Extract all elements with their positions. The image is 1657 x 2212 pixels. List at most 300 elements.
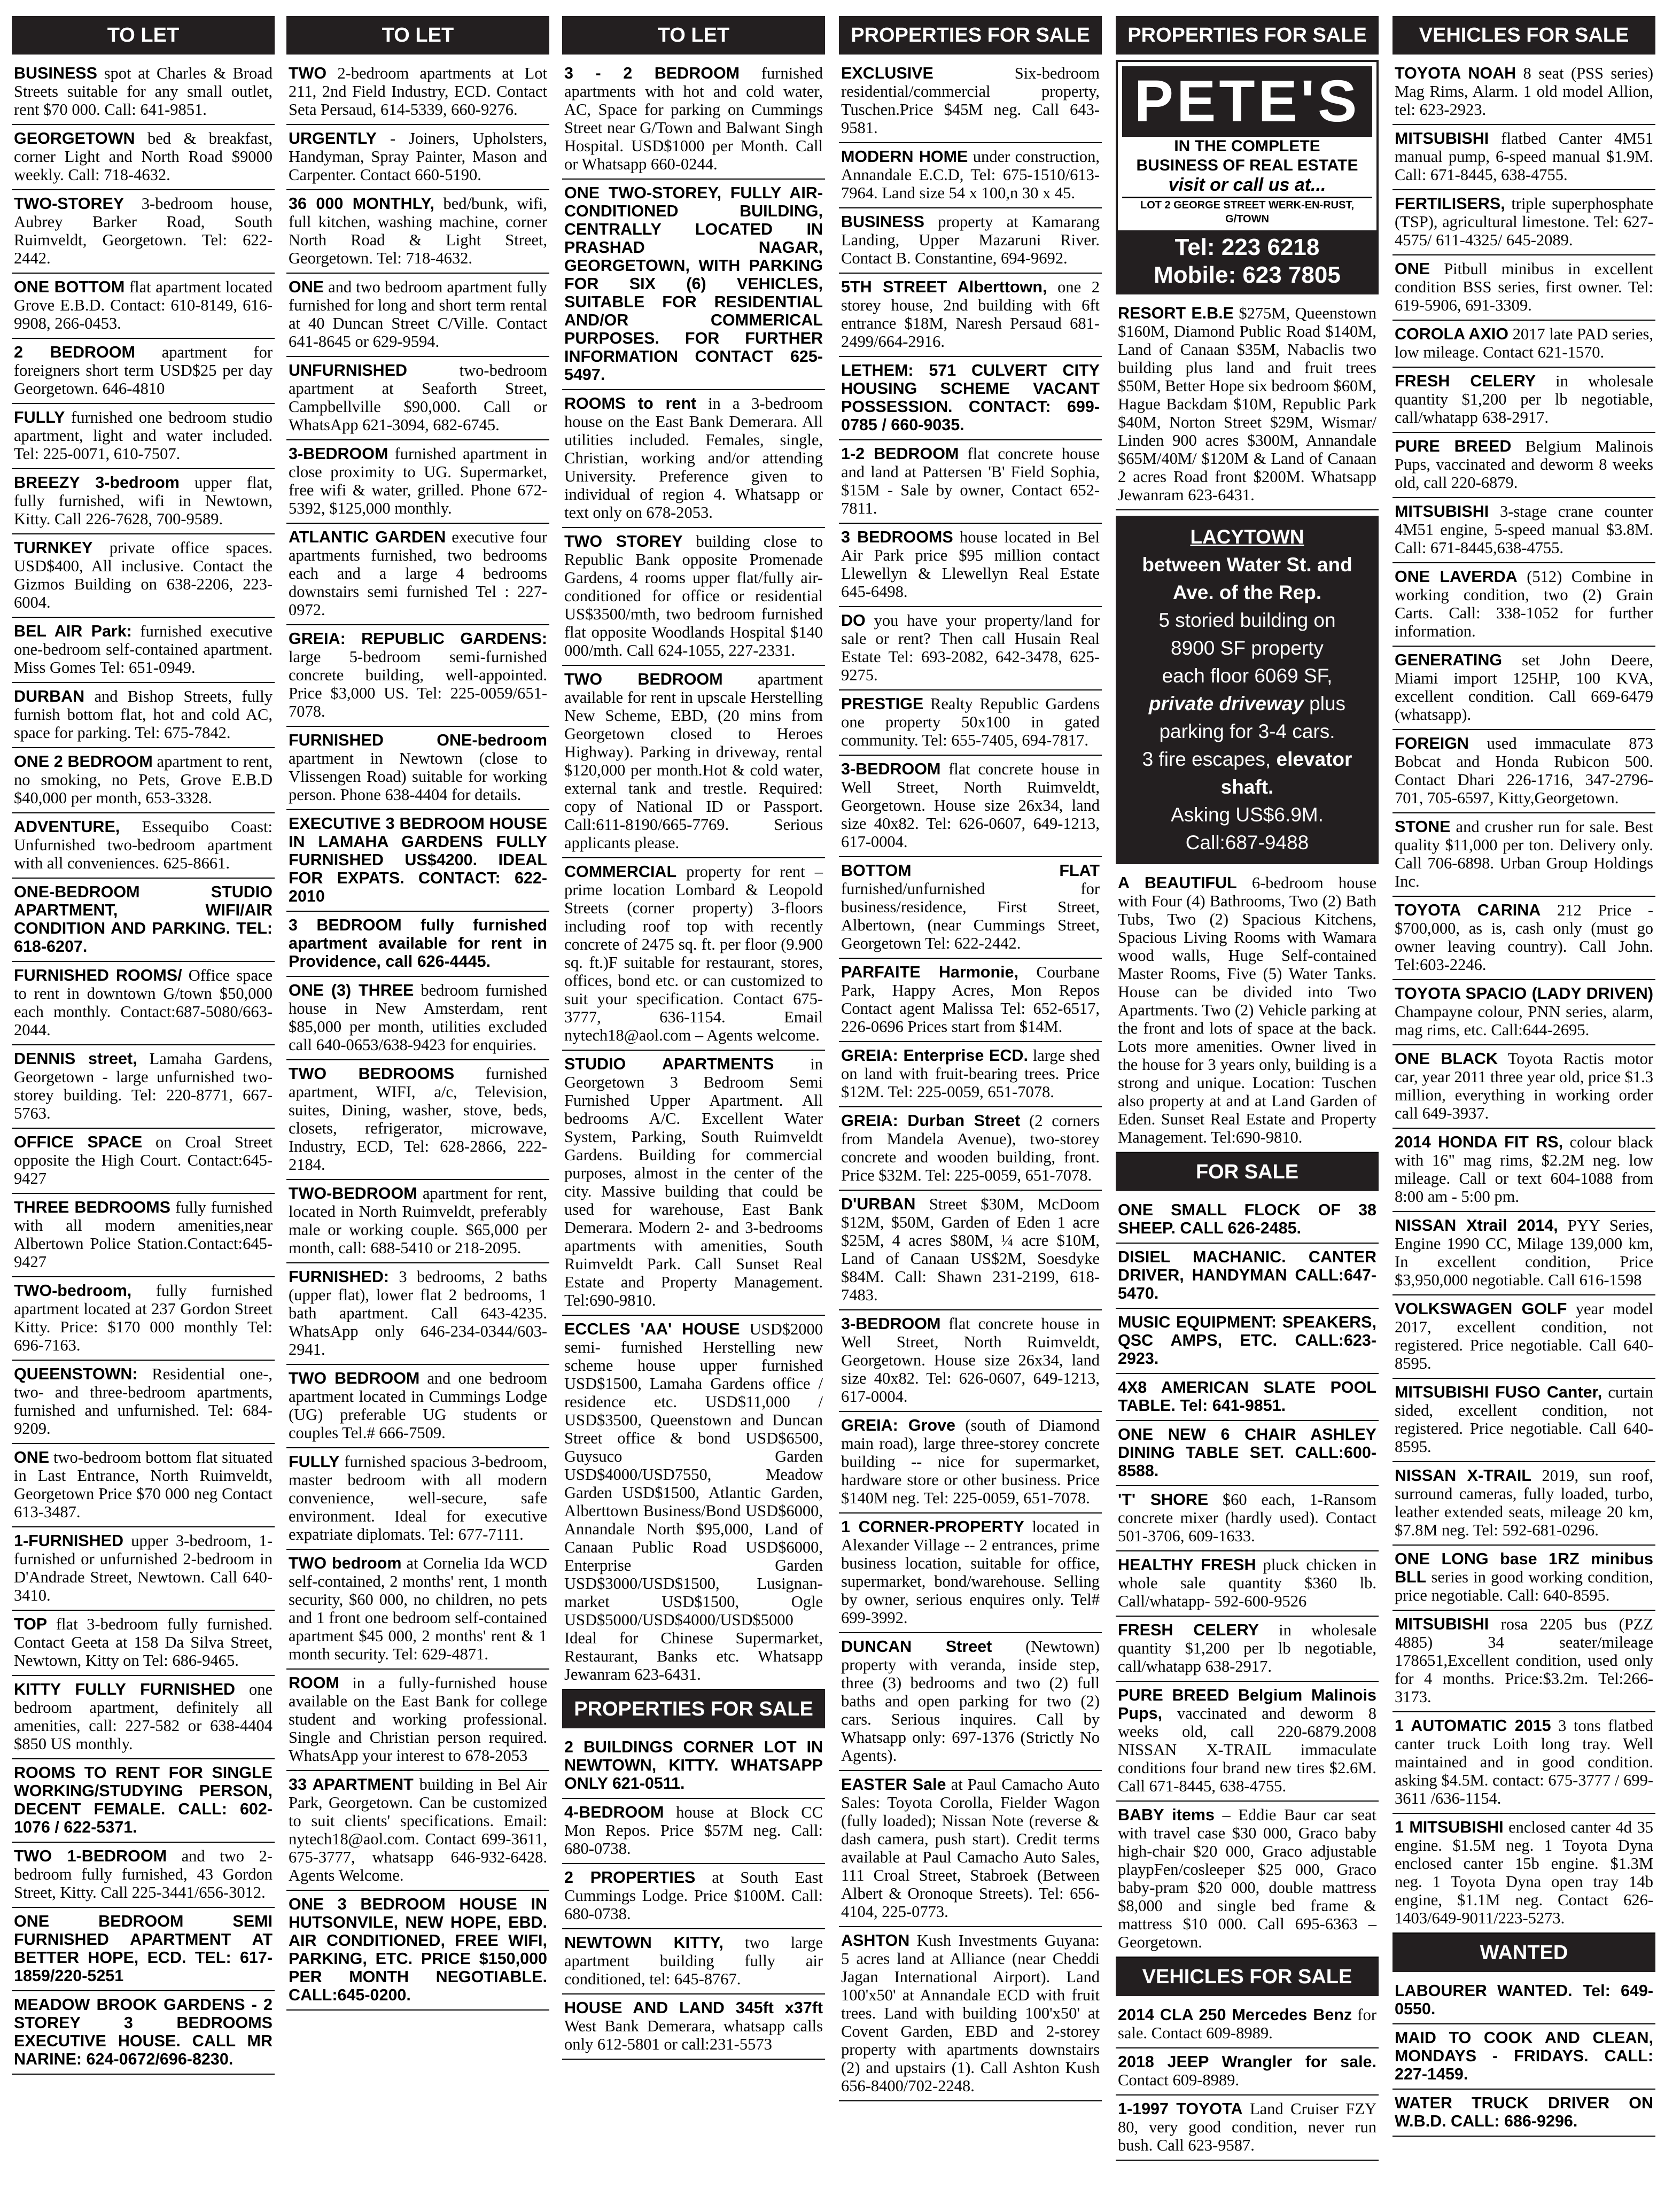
ad-body: spot at Charles & Broad Streets suitable for any small outlet, rent $70 000. Call: 641-9851. xyxy=(14,64,273,119)
ad-lead: BREEZY 3-bedroom xyxy=(14,474,180,492)
section-header: WANTED xyxy=(1392,1934,1655,1972)
ad-body: apartment available for rent in upscale Herstelling New Scheme, EBD, (20 mins from Georgetown closed to Heroes Highway). Parking in driveway, rental $120,000 per month.Hot & cold water, external tank and trestle. Required: copy of National ID or Passport. Call:611-8190/665-7769. Serious applicants please. xyxy=(564,670,823,852)
ad-body: two-bedroom bottom flat situated in Last Entrance, North Ruimveldt, Georgetown Price $70 000 neg Contact 613-3487. xyxy=(14,1448,273,1521)
ad-body: pluck chicken in whole sale quantity $360 lb. Call/whatapp- 592-600-9526 xyxy=(1118,1556,1376,1610)
ad-body: flat concrete house in Well Street, North Ruimveldt, Georgetown. House size 26x34, land size 40x82. Tel: 626-0607, 649-1213, 617-0004. xyxy=(841,760,1100,851)
feature-emphasis: private driveway xyxy=(1148,693,1304,715)
ad-body: furnished spacious 3-bedroom, master bedroom with all modern convenience, well-secure, safe environment. Ideal for executive expatriate diplomats. Tel: 677-7111. xyxy=(289,1453,547,1543)
ad-lead: EASTER Sale xyxy=(841,1775,946,1794)
ad-body: you have your property/land for sale or rent? Then call Husain Real Estate Tel: 693-2082, 642-3478, 625-9275. xyxy=(841,611,1100,684)
classified-ad xyxy=(1392,60,1655,125)
ad-lead: TURNKEY xyxy=(14,539,93,557)
ad-body: Street $30M, McDoom $12M, $50M, Garden of Eden 1 acre $25M, 4 acres $80M, ¼ acre $10M, Land of Canaan US$2M, Soesdyke $84M. Call: Shawn 231-2199, 618-7483. xyxy=(841,1195,1100,1304)
classified-ad xyxy=(1392,433,1655,498)
ad-lead: MITSUBISHI xyxy=(1395,1615,1489,1633)
ad-lead: ONE 2 BEDROOM xyxy=(14,752,153,771)
ad-lead: 3-BEDROOM xyxy=(289,445,388,463)
ad-lead: ROOMS TO RENT FOR SINGLE WORKING/STUDYING PERSON, DECENT FEMALE. CALL: 602-1076 / 622-5371. xyxy=(14,1764,273,1836)
classified-ad xyxy=(12,1129,275,1194)
feature-title: LACYTOWN xyxy=(1190,526,1304,548)
classified-ad xyxy=(1116,1682,1379,1802)
ad-lead: MAID TO COOK AND CLEAN, MONDAYS - FRIDAYS. CALL: 227-1459. xyxy=(1395,2029,1653,2083)
classified-ad xyxy=(839,524,1102,607)
ad-lead: FURNISHED: xyxy=(289,1268,390,1286)
ad-body: used immaculate 873 Bobcat and Honda Rubicon 500. Contact Dhari 226-1716, 347-2796-701, 705-6597, Kitty,Georgetown. xyxy=(1395,734,1653,807)
ad-lead: MITSUBISHI FUSO Canter, xyxy=(1395,1383,1602,1401)
classified-ad xyxy=(12,1676,275,1759)
classified-ad xyxy=(1392,1546,1655,1611)
classified-ad xyxy=(1392,897,1655,980)
ad-lead: MEADOW BROOK GARDENS - 2 STOREY 3 BEDROOMS EXECUTIVE HOUSE. CALL MR NARINE: 624-0672/696-8230. xyxy=(14,1996,273,2068)
classified-ad xyxy=(1392,1045,1655,1129)
ad-body: vaccinated and deworm 8 weeks old, call 220-6879.2008 NISSAN X-TRAIL immaculate conditions four brand new tires $2.6M. Call 671-8445, 638-4755. xyxy=(1118,1704,1376,1795)
classified-ad xyxy=(286,1550,549,1670)
classified-ad xyxy=(839,1633,1102,1771)
classified-ad xyxy=(12,962,275,1045)
feature-line: Ave. of the Rep. xyxy=(1172,581,1322,603)
classified-ad xyxy=(839,1412,1102,1514)
ad-lead: ECCLES 'AA' HOUSE xyxy=(564,1320,740,1338)
classified-ad xyxy=(839,357,1102,440)
logo-tel: Tel: 223 6218 xyxy=(1174,234,1320,260)
ad-body: large 5-bedroom semi-furnished concrete building, well-appointed. Price $3,000 US. Tel: 225-0059/651-7078. xyxy=(289,648,547,720)
section-header: TO LET xyxy=(562,16,825,55)
ad-lead: ONE xyxy=(14,1448,50,1466)
ad-body: Essequibo Coast: Unfurnished two-bedroom apartment with all conveniences. 625-8661. xyxy=(14,818,273,872)
logo-address: LOT 2 GEORGE STREET WERK-EN-RUST, G/TOWN xyxy=(1122,197,1372,226)
ad-body: furnished apartments with hot and cold water, AC, Space for parking on Cummings Street near G/Town and Balwant Singh Hospital. USD$1000 per Month. Call or Whatsapp 660-0244. xyxy=(564,64,823,173)
ad-body: private office spaces. USD$400, All inclusive. Contact the Gizmos Building on 638-2206, 223-6004. xyxy=(14,539,273,611)
logo-mobile: Mobile: 623 7805 xyxy=(1154,262,1341,288)
column-3 xyxy=(562,16,825,2207)
ad-lead: 2 PROPERTIES xyxy=(564,1868,696,1887)
ad-lead: ONE (3) THREE xyxy=(289,981,414,999)
ad-body: Kush Investments Guyana: 5 acres land at Alliance (near Cheddi Jagan International Airport). Land 100'x50' at Annandale ECD with fruit trees. Land with building 100'x50' at Covent Garden, EBD and 2-storey property with apartments downstairs (2) and upstairs (1). Call Ashton Kush 656-8400/702-2248. xyxy=(841,1931,1100,2095)
classified-ad xyxy=(1392,1977,1655,2024)
section-header: TO LET xyxy=(286,16,549,55)
column-5 xyxy=(1116,16,1379,2207)
ad-lead: THREE BEDROOMS xyxy=(14,1198,170,1216)
ad-lead: DENNIS street, xyxy=(14,1050,137,1068)
ad-body: Realty Republic Gardens one property 50x100 in gated community. Tel: 655-7405, 694-7817. xyxy=(841,695,1100,749)
ad-body: building in Bel Air Park, Georgetown. Can be customized to suit clients' specifications. Email: nytech18@aol.com. Contact 699-3611, 675-3777, whatsapp 646-932-6428. Agents Welcome. xyxy=(289,1775,547,1884)
ad-lead: ONE TWO-STOREY, FULLY AIR-CONDITIONED BUILDING, CENTRALLY LOCATED IN PRASHAD NAGAR, GEORGETOWN, WITH PARKING FOR SIX (6) VEHICLES, SUITABLE FOR RESIDENTIAL AND/OR COMMERICAL PURPOSES. FOR FURTHER INFORMATION CONTACT 625-5497. xyxy=(564,184,823,384)
classified-ad xyxy=(286,810,549,912)
classified-ad xyxy=(12,469,275,534)
ad-body: and crusher run for sale. Best quality $11,000 per ton. Delivery only. Call 706-6898. Urban Group Holdings Inc. xyxy=(1395,818,1653,890)
classified-ad xyxy=(12,1991,275,2075)
ad-lead: MUSIC EQUIPMENT: SPEAKERS, QSC AMPS, ETC. CALL:623-2923. xyxy=(1118,1313,1376,1368)
ad-lead: 2018 JEEP Wrangler for sale. xyxy=(1118,2053,1376,2071)
ad-lead: TWO bedroom xyxy=(289,1554,402,1572)
ad-lead: FURNISHED ONE-bedroom xyxy=(289,731,547,749)
classified-ad xyxy=(839,607,1102,690)
classified-ad xyxy=(286,912,549,977)
ad-body: furnished apartment, WIFI, a/c, Television, suites, Dining, washer, stove, beds, closets, refrigerator, microwave, Industry, ECD, Tel: 628-2866, 222-2184. xyxy=(289,1065,547,1174)
classified-ad xyxy=(1392,980,1655,1045)
classified-ad xyxy=(1116,1421,1379,1486)
classified-ad xyxy=(286,60,549,125)
classified-ad xyxy=(12,813,275,879)
ad-lead: GREIA: Enterprise ECD. xyxy=(841,1046,1028,1065)
ad-body: 2-bedroom apartments at Lot 211, 2nd Field Industry, ECD. Contact Seta Persaud, 614-5339, 660-9276. xyxy=(289,64,547,119)
ad-lead: HOUSE AND LAND 345ft x37ft xyxy=(564,1999,823,2017)
logo-tagline: BUSINESS OF REAL ESTATE xyxy=(1136,157,1358,174)
classified-ad xyxy=(839,274,1102,357)
column-1 xyxy=(12,16,275,2207)
ad-lead: STONE xyxy=(1395,818,1451,836)
ad-body: curtain sided, excellent condition, not registered. Price negotiable. Call 640-8595. xyxy=(1395,1383,1654,1456)
ad-lead: 1-2 BEDROOM xyxy=(841,445,959,463)
ad-body: Six-bedroom residential/commercial property, Tuschen.Price $45M neg. Call 643-9581. xyxy=(841,64,1100,137)
classified-ad xyxy=(286,625,549,727)
ad-lead: BUSINESS xyxy=(841,213,924,231)
ad-lead: QUEENSTOWN: xyxy=(14,1365,138,1383)
classified-ad xyxy=(839,756,1102,857)
ad-body: upper flat, fully furnished, wifi in Newtown, Kitty. Call 226-7628, 700-9589. xyxy=(14,474,273,528)
ad-body: – Eddie Baur car seat with travel case $30 000, Graco baby high-chair $20 000, Graco adjustable playpFen/cosleeper $25 000, Graco baby-pram $20 000, double mattress $8,000 and single bed frame & mattress $10 000. Call 695-6363 – Georgetown. xyxy=(1118,1806,1376,1951)
feature-line: between Water St. and xyxy=(1142,554,1352,576)
classified-ad xyxy=(1116,2095,1379,2161)
ad-body: Contact 609-8989. xyxy=(1118,2071,1240,2089)
feature-line: 5 storied building on xyxy=(1158,609,1336,631)
ad-body: house at Block CC Mon Repos. Price $57M neg. Call: 680-0738. xyxy=(564,1803,823,1858)
classified-ad xyxy=(562,1316,825,1690)
classified-ad xyxy=(12,1045,275,1129)
ad-lead: FOREIGN xyxy=(1395,734,1469,752)
ad-body: located in Alexander Village -- 2 entrances, prime business location, suitable for office, supermarket, bond/warehouse. Selling by owner, serious enquires only. Tel# 699-3992. xyxy=(841,1518,1100,1627)
ad-lead: BEL AIR Park: xyxy=(14,622,132,640)
logo-tagline: IN THE COMPLETE xyxy=(1174,137,1320,155)
ad-lead: ROOM xyxy=(289,1674,339,1692)
ad-lead: 5TH STREET Alberttown, xyxy=(841,278,1047,296)
ad-lead: 3-BEDROOM xyxy=(841,1315,941,1333)
ad-body: in a fully-furnished house available on the East Bank for college student and working professional. Single and Christian person required. WhatsApp your interest to 678-2053 xyxy=(289,1674,547,1765)
column-2 xyxy=(286,16,549,2207)
classified-ad xyxy=(1392,1814,1655,1934)
ad-lead: 2 BEDROOM xyxy=(14,343,135,361)
ad-lead: TWO-bedroom, xyxy=(14,1282,132,1300)
feature-text: plus xyxy=(1303,693,1346,715)
ad-body: (Newtown) property with veranda, inside step, three (3) bedrooms and two (2) full baths and open parking for two (2) cars. Serious inquires. Call by Whatsapp only: 697-1376 (Strictly No Agents). xyxy=(841,1637,1100,1765)
ad-lead: TOP xyxy=(14,1615,48,1633)
classified-ad xyxy=(1116,1374,1379,1421)
ad-lead: ONE-BEDROOM STUDIO APARTMENT, WIFI/AIR CONDITION AND PARKING. TEL: 618-6207. xyxy=(14,883,273,956)
classified-ad xyxy=(1392,1379,1655,1462)
ad-body: executive four apartments furnished, two bedrooms each and a large 4 bedrooms downstairs semi furnished Tel : 227-0972. xyxy=(289,528,547,619)
ad-lead: URGENTLY xyxy=(289,129,377,148)
feature-line: Call:687-9488 xyxy=(1185,832,1309,853)
feature-line: each floor 6069 SF, xyxy=(1162,665,1333,687)
classified-ad xyxy=(286,1263,549,1365)
ad-lead: COMMERCIAL xyxy=(564,863,677,881)
classified-ad xyxy=(12,1361,275,1444)
ad-body: Champayne colour, PNN series, alarm, mag rims, etc. Call:644-2695. xyxy=(1395,1003,1653,1039)
classified-ad xyxy=(1392,125,1655,190)
classified-ad xyxy=(1392,1712,1655,1814)
ad-lead: FULLY xyxy=(289,1453,340,1471)
classified-ad xyxy=(12,1194,275,1277)
classified-ad xyxy=(839,857,1102,959)
ad-lead: TOYOTA SPACIO (LADY DRIVEN) xyxy=(1395,984,1653,1003)
classified-ad xyxy=(12,1444,275,1527)
feature-emphasis: elevator xyxy=(1271,748,1352,770)
classified-ad xyxy=(12,534,275,618)
ad-lead: MODERN HOME xyxy=(841,148,968,166)
ad-lead: TWO-BEDROOM xyxy=(289,1184,417,1202)
ad-body: furnished apartment in close proximity to UG. Supermarket, free wifi & water, grilled. Phone 672-5392, $125,000 monthly. xyxy=(289,445,547,517)
ad-body: and two 2-bedroom fully furnished, 43 Gordon Street, Kitty. Call 225-3441/656-3012. xyxy=(14,1847,273,1901)
ad-lead: PARFAITE Harmonie, xyxy=(841,963,1018,981)
ad-body: - Joiners, Upholsters, Handyman, Spray Painter, Mason and Carpenter. Contact 660-5190. xyxy=(289,129,547,184)
ad-lead: UNFURNISHED xyxy=(289,361,407,379)
ad-lead: GREIA: Grove xyxy=(841,1416,956,1434)
feature-line: Asking US$6.9M. xyxy=(1171,804,1324,826)
ad-lead: STUDIO APARTMENTS xyxy=(564,1055,774,1073)
ad-lead: FERTILISERS, xyxy=(1395,195,1505,213)
ad-lead: TWO BEDROOMS xyxy=(289,1065,455,1083)
ad-body: $60 each, 1-Ransom concrete mixer (hardly used). Contact 501-3706, 609-1633. xyxy=(1118,1491,1376,1545)
ad-lead: BUSINESS xyxy=(14,64,97,82)
classified-ad xyxy=(839,1107,1102,1191)
ad-body: Pitbull minibus in excellent condition BSS series, first owner. Tel: 619-5906, 691-3309. xyxy=(1395,260,1653,314)
classified-ad xyxy=(1392,563,1655,647)
ad-body: apartment for foreigners short term USD$25 per day Georgetown. 646-4810 xyxy=(14,343,273,398)
classified-ad xyxy=(1392,190,1655,255)
ad-body: 212 Price - $700,000, as is, cash only (must go owner leaving country). Call John. Tel:603-2246. xyxy=(1395,901,1653,974)
classified-ad xyxy=(1392,1295,1655,1379)
ad-body: 3-bedroom house, Aubrey Barker Road, South Ruimveldt, Georgetown. Tel: 622-2442. xyxy=(14,195,273,267)
ad-body: year model 2017, excellent condition, not registered. Price negotiable. Call 640-8595. xyxy=(1395,1300,1653,1372)
ad-lead: HEALTHY FRESH xyxy=(1118,1556,1256,1574)
ad-lead: GREIA: REPUBLIC GARDENS: xyxy=(289,630,547,648)
ad-lead: 33 APARTMENT xyxy=(289,1775,414,1794)
ad-lead: 4X8 AMERICAN SLATE POOL TABLE. Tel: 641-9851. xyxy=(1118,1378,1376,1415)
ad-lead: RESORT E.B.E xyxy=(1118,304,1234,322)
classified-ad xyxy=(1116,1244,1379,1309)
feature-line: 8900 SF property xyxy=(1171,637,1324,659)
ad-lead: ONE SMALL FLOCK OF 38 SHEEP. CALL 626-2485. xyxy=(1118,1201,1376,1237)
classified-ad xyxy=(839,440,1102,524)
classified-ad xyxy=(1392,813,1655,897)
ad-body: (2 corners from Mandela Avenue), two-storey concrete and wooden building, front. Price $32M. Tel: 225-0059, 651-7078. xyxy=(841,1112,1100,1184)
ad-lead: WATER TRUCK DRIVER ON W.B.D. CALL: 686-9296. xyxy=(1395,2094,1653,2130)
ad-lead: A BEAUTIFUL xyxy=(1118,874,1237,892)
ad-body: one 2 storey house, 2nd building with 6ft entrance $18M, Naresh Persaud 681-2499/664-2916. xyxy=(841,278,1100,351)
ad-lead: MITSUBISHI xyxy=(1395,502,1489,521)
ad-lead: ONE LONG base 1RZ minibus BLL xyxy=(1395,1550,1653,1586)
ad-lead: GEORGETOWN xyxy=(14,129,135,148)
ad-lead: DO xyxy=(841,611,866,630)
classified-ad xyxy=(562,1864,825,1929)
classified-ad xyxy=(562,1051,825,1316)
ad-lead: KITTY FULLY FURNISHED xyxy=(14,1680,235,1698)
ad-body: property for rent – prime location Lombard & Leopold Streets (corner property) 3-floors including roof top with recently concrete of 2475 sq. ft. per floor (9.900 sq. ft.)F suitable for restaurant, stores, offices, bond etc. or can customized to suit your specification. Contact 675-3777, 636-1154. Email nytech18@aol.com – Agents welcome. xyxy=(564,863,823,1044)
ad-body: enclosed canter 4d 35 engine. $1.5M neg. 1 Toyota Dyna enclosed canter 15b engine. $1.3M neg. 1 Toyota Dyna open tray 14b engine, $1.1M neg. Contact 626-1403/649-9011/223-5273. xyxy=(1395,1818,1653,1927)
classified-ad xyxy=(562,858,825,1051)
ad-body: Toyota Ractis motor car, year 2011 three year old, price $1.3 million, everything in working order call 649-3937. xyxy=(1395,1050,1653,1122)
ad-body: in a 3-bedroom house on the East Bank Demerara. All utilities included. Females, single, Christian, working and/or attending University. Preference given to individual of region 4. Whatsapp or text only on 678-2053. xyxy=(564,394,823,522)
ad-lead: BABY items xyxy=(1118,1806,1215,1824)
ad-body: and Bishop Streets, fully furnish bottom flat, hot and cold AC, space for parking. Tel: 675-7842. xyxy=(14,687,273,742)
ad-lead: NISSAN X-TRAIL xyxy=(1395,1466,1531,1485)
ad-lead: FURNISHED ROOMS/ xyxy=(14,966,182,984)
ad-lead: EXCLUSIVE xyxy=(841,64,933,82)
ad-body: series in good working condition, price negotiable. Call: 640-8595. xyxy=(1395,1568,1653,1604)
column-6 xyxy=(1392,16,1655,2207)
classified-ad xyxy=(286,524,549,625)
ad-body: two-bedroom apartment at Seaforth Street, Campbellville $90,000. Call or WhatsApp 621-3094, 682-6745. xyxy=(289,361,547,434)
ad-lead: DUNCAN Street xyxy=(841,1637,992,1656)
ad-lead: ONE BOTTOM xyxy=(14,278,125,296)
ad-body: 2019, sun roof, surround cameras, fully loaded, turbo, leather extended seats, mileage 20 km, $7.8M neg. Tel: 592-681-0296. xyxy=(1395,1466,1653,1539)
classified-ad xyxy=(1392,1462,1655,1546)
classified-ad xyxy=(562,1799,825,1864)
classified-ad xyxy=(286,1060,549,1180)
classified-ad xyxy=(839,1927,1102,2101)
ad-body: Land Cruiser FZY 80, very good condition, never run bush. Call 623-9587. xyxy=(1118,2100,1376,2154)
ad-body: and one bedroom apartment located in Cummings Lodge (UG) preferable UG students or couples Tel.# 666-7509. xyxy=(289,1369,547,1442)
ad-body: 2017 late PAD series, low mileage. Contact 621-1570. xyxy=(1395,325,1653,361)
ad-lead: 1-1997 TOYOTA xyxy=(1118,2100,1243,2118)
ad-lead: LABOURER WANTED. Tel: 649-0550. xyxy=(1395,1982,1653,2018)
ad-lead: OFFICE SPACE xyxy=(14,1133,143,1151)
ad-body: furnished executive one-bedroom self-contained apartment. Miss Gomes Tel: 651-0949. xyxy=(14,622,273,677)
logo-tagline: visit or call us at... xyxy=(1168,175,1326,195)
ad-body: Office space to rent in downtown G/town $50,000 each monthly. Contact:687-5080/663-2044. xyxy=(14,966,273,1039)
ad-body: 3-stage crane counter 4M51 engine, 5-speed manual $3.8M. Call: 671-8445,638-4755. xyxy=(1395,502,1653,557)
section-header: PROPERTIES FOR SALE xyxy=(1116,16,1379,55)
ad-body: 8 seat (PSS series) Mag Rims, Alarm. 1 old model Allion, tel: 623-2923. xyxy=(1395,64,1653,119)
ad-lead: TOYOTA CARINA xyxy=(1395,901,1541,919)
ad-body: rosa 2205 bus (PZZ 4885) 34 seater/mileage 178651,Excellent condition, used only for 4 months. Price:$3.2m. Tel:266-3173. xyxy=(1395,1615,1653,1706)
classified-ad xyxy=(839,143,1102,208)
classified-ad xyxy=(1116,1197,1379,1244)
classified-ad xyxy=(12,339,275,404)
classified-ad xyxy=(1392,647,1655,730)
ad-lead: 1 AUTOMATIC 2015 xyxy=(1395,1717,1551,1735)
ad-lead: PURE BREED xyxy=(1395,437,1512,455)
ad-body: in wholesale quantity $1,200 per lb negotiable, call/whatapp 638-2917. xyxy=(1118,1621,1376,1675)
ad-lead: EXECUTIVE 3 BEDROOM HOUSE IN LAMAHA GARDENS FULLY FURNISHED US$4200. IDEAL FOR EXPATS. CONTACT: 622-2010 xyxy=(289,814,547,905)
ad-body: fully furnished apartment located at 237 Gordon Street Kitty. Price: $170 000 monthly Tel: 696-7163. xyxy=(14,1282,273,1354)
column-4 xyxy=(839,16,1102,2207)
ad-lead: 1-FURNISHED xyxy=(14,1532,124,1550)
classified-ad xyxy=(1392,368,1655,433)
classified-ad xyxy=(562,390,825,528)
feature-line xyxy=(1121,690,1373,718)
featured-listing xyxy=(1116,516,1379,864)
ad-lead: D'URBAN xyxy=(841,1195,916,1213)
classified-ad xyxy=(1392,498,1655,563)
ad-lead: ONE NEW 6 CHAIR ASHLEY DINING TABLE SET. CALL:600-8588. xyxy=(1118,1425,1376,1480)
classified-ad xyxy=(12,60,275,125)
ad-lead: GREIA: Durban Street xyxy=(841,1112,1021,1130)
ad-body: on Croal Street opposite the High Court. Contact:645-9427 xyxy=(14,1133,273,1188)
ad-lead: MITSUBISHI xyxy=(1395,129,1489,148)
ad-lead: TWO BEDROOM xyxy=(564,670,723,688)
ad-lead: 36 000 MONTHLY, xyxy=(289,195,434,213)
classified-ad xyxy=(1116,1486,1379,1551)
classified-ad xyxy=(286,1365,549,1448)
classified-ad xyxy=(562,180,825,390)
ad-body: Lamaha Gardens, Georgetown - large unfurnished two-storey building. Tel: 220-8771, 667-5763. xyxy=(14,1050,273,1122)
classified-ad xyxy=(12,274,275,339)
ad-lead: 3 - 2 BEDROOM xyxy=(564,64,740,82)
logo-wordmark: PETE'S xyxy=(1122,66,1372,137)
ad-body: (512) Combine in working condition, two (2) Grain Carts. Call: 338-1052 for further information. xyxy=(1395,568,1653,640)
classified-ad xyxy=(1116,2001,1379,2048)
ad-lead: TWO 1-BEDROOM xyxy=(14,1847,167,1865)
ad-lead: 'T' SHORE xyxy=(1118,1491,1209,1509)
ad-lead: 1 MITSUBISHI xyxy=(1395,1818,1504,1836)
ad-body: $275M, Queenstown $160M, Diamond Public Road $140M, Land of Canaan $35M, Nabaclis two building plus land and fruit trees $50M, Better Hope six bedroom $60M, Hague Backdam $10M, Republic Park $40M, Norton Street $29M, Wismar/ Linden 900 acres $300M, Annandale $65M/40M/ $120M & Land of Canaan 2 acres Road front $200M. Whatsapp Jewanram 623-6431. xyxy=(1118,304,1376,504)
ad-lead: FRESH CELERY xyxy=(1395,372,1536,390)
feature-line: parking for 3-4 cars. xyxy=(1159,720,1335,742)
classified-ad xyxy=(286,1670,549,1771)
ad-body: at South East Cummings Lodge. Price $100M. Call: 680-0738. xyxy=(564,1868,823,1923)
feature-line: shaft. xyxy=(1220,776,1274,798)
ad-body: flat 3-bedroom fully furnished. Contact Geeta at 158 Da Silva Street, Newtown, Kitty on Tel: 686-9465. xyxy=(14,1615,273,1670)
classified-ad xyxy=(286,977,549,1060)
classified-ad xyxy=(286,727,549,810)
ad-body: triple superphosphate (TSP), agricultural limestone. Tel: 627-4575/ 611-4325/ 645-2089. xyxy=(1395,195,1653,249)
classified-ad xyxy=(1392,2024,1655,2090)
classified-ad xyxy=(286,440,549,524)
ad-body: USD$2000 semi- furnished Herstelling new scheme house upper furnished USD$1500, Lamaha Gardens office / residence etc. USD$11,000 / USD$3500, Queenstown and Duncan Street office & bond USD$6500, Guysuco Garden USD$4000/USD7550, Meadow Garden USD$1500, Atlantic Garden, Alberttown Business/Bond USD$6000, Annandale North $95,000, Land of Canaan Public Road USD$6000, Enterprise Garden USD$3000/USD$1500, Lusignan-market USD$1500, Ogle USD$5000/USD$4000/USD$5000 Ideal for Chinese Supermarket, Restaurant, Banks etc. Whatsapp Jewanram 623-6431. xyxy=(564,1320,823,1683)
section-header: VEHICLES FOR SALE xyxy=(1116,1958,1379,1996)
ad-body: bed & breakfast, corner Light and North Road $9000 weekly. Call: 718-4632. xyxy=(14,129,273,184)
classified-ad xyxy=(562,528,825,666)
logo-phones xyxy=(1118,230,1376,292)
ad-lead: FULLY xyxy=(14,408,65,426)
ad-body: for sale. Contact 609-8989. xyxy=(1118,2006,1376,2042)
classified-ad xyxy=(1392,1129,1655,1212)
classified-ad xyxy=(286,357,549,440)
ad-lead: ROOMS to rent xyxy=(564,394,697,413)
real-estate-logo xyxy=(1116,60,1379,294)
ad-lead: 2014 CLA 250 Mercedes Benz xyxy=(1118,2006,1352,2024)
ad-lead: 2014 HONDA FIT RS, xyxy=(1395,1133,1563,1151)
classified-ad xyxy=(839,1042,1102,1107)
classified-ad xyxy=(1116,2048,1379,2095)
ad-lead: 3 BEDROOM fully furnished apartment available for rent in Providence, call 626-4445. xyxy=(289,916,547,971)
ad-lead: PURE BREED Belgium Malinois Pups, xyxy=(1118,1686,1376,1722)
ad-body: furnished one bedroom studio apartment, light and water included. Tel: 225-0071, 610-7507. xyxy=(14,408,273,463)
ad-lead: DISIEL MACHANIC. CANTER DRIVER, HANDYMAN CALL:647-5470. xyxy=(1118,1248,1376,1302)
classified-ad xyxy=(1392,730,1655,813)
ad-lead: FRESH CELERY xyxy=(1118,1621,1259,1639)
classified-ad xyxy=(12,404,275,469)
classified-ad xyxy=(562,1734,825,1799)
classified-ad xyxy=(1392,1212,1655,1295)
ad-body: bedroom furnished house in New Amsterdam, rent $85,000 per month, utilities excluded call 640-0653/638-9423 for enquiries. xyxy=(289,981,547,1054)
classified-ad xyxy=(839,1191,1102,1310)
section-header: VEHICLES FOR SALE xyxy=(1392,16,1655,55)
ad-body: flat concrete house and land at Pattersen 'B' Field Sophia, $15M - Sale by owner, Contact 652-7811. xyxy=(841,445,1100,517)
ad-lead: NEWTOWN KITTY, xyxy=(564,1934,724,1952)
ad-body: set John Deere, Miami import 125HP, 100 KVA, excellent condition. Call 669-6479 (whatsapp). xyxy=(1395,651,1653,724)
ad-body: Courbane Park, Happy Acres, Mon Repos Contact agent Malissa Tel: 652-6517, 226-0696 Prices start from $14M. xyxy=(841,963,1100,1036)
ad-body: and two bedroom apartment fully furnished for long and short term rental at 40 Duncan Street C/Ville. Contact 641-8645 or 629-9594. xyxy=(289,278,547,351)
classified-ad xyxy=(839,208,1102,274)
classified-ad xyxy=(286,1771,549,1891)
ad-body: bed/bunk, wifi, full kitchen, washing machine, corner North Road & Light Street, Georgetown. Tel: 718-4632. xyxy=(289,195,547,267)
ad-lead: ATLANTIC GARDEN xyxy=(289,528,446,546)
classified-ad xyxy=(839,1310,1102,1412)
classified-ad xyxy=(12,125,275,190)
section-header: TO LET xyxy=(12,16,275,55)
